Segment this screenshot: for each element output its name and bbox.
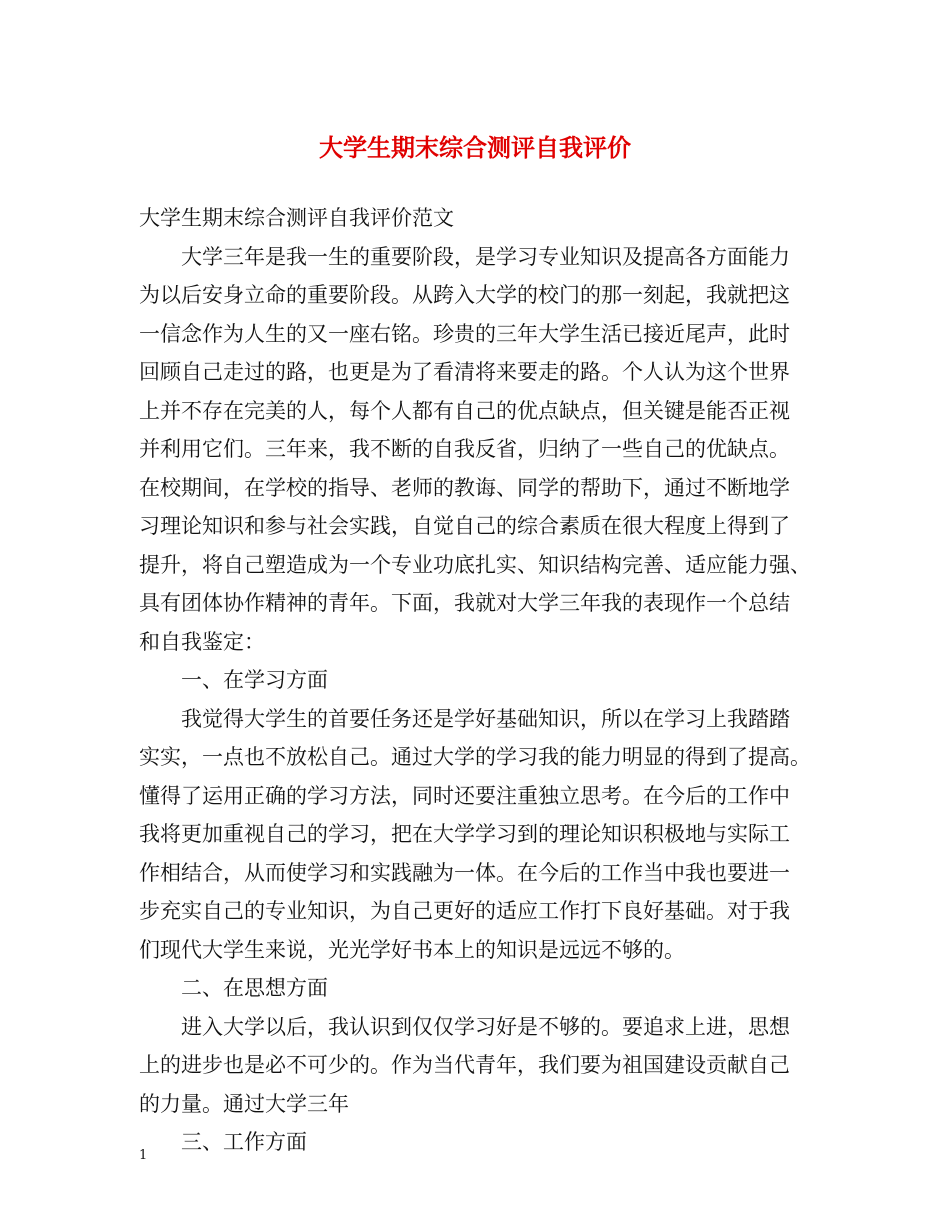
page-number: 1 [139,1148,148,1163]
text-line: 上并不存在完美的人，每个人都有自己的优点缺点，但关键是能否正视 [139,398,790,423]
text-line: 上的进步也是必不可少的。作为当代青年，我们要为祖国建设贡献自己 [139,1053,790,1077]
text-line: 大学生期末综合测评自我评价范文 [139,206,454,230]
text-line: 提升，将自己塑造成为一个专业功底扎实、知识结构完善、适应能力强、 [139,552,811,577]
text-line: 的力量。通过大学三年 [139,1091,349,1116]
text-line: 一信念作为人生的又一座右铭。珍贵的三年大学生活已接近尾声，此时 [139,321,790,346]
document-body [139,199,811,1162]
text-line: 一、在学习方面 [181,668,328,692]
text-line: 并利用它们。三年来，我不断的自我反省，归纳了一些自己的优缺点。 [139,437,790,461]
text-line: 实实，一点也不放松自己。通过大学的学习我的能力明显的得到了提高。 [139,745,811,769]
text-line: 习理论知识和参与社会实践，自觉自己的综合素质在很大程度上得到了 [139,514,790,538]
text-line: 我觉得大学生的首要任务还是学好基础知识，所以在学习上我踏踏 [181,706,790,731]
text-line: 我将更加重视自己的学习，把在大学学习到的理论知识积极地与实际工 [139,822,790,846]
text-line: 步充实自己的专业知识，为自己更好的适应工作打下良好基础。对于我 [139,899,790,923]
text-line: 懂得了运用正确的学习方法，同时还要注重独立思考。在今后的工作中 [139,783,790,808]
text-line: 具有团体协作精神的青年。下面，我就对大学三年我的表现作一个总结 [139,591,790,615]
text-line: 大学三年是我一生的重要阶段，是学习专业知识及提高各方面能力 [181,244,790,269]
text-line: 进入大学以后，我认识到仅仅学习好是不够的。要追求上进，思想 [181,1014,790,1039]
document-title: 大学生期末综合测评自我评价 [319,133,631,162]
text-line: 为以后安身立命的重要阶段。从跨入大学的校门的那一刻起，我就把这 [139,283,790,307]
text-line: 们现代大学生来说，光光学好书本上的知识是远远不够的。 [139,937,685,962]
text-line: 二、在思想方面 [181,976,328,1000]
text-line: 回顾自己走过的路，也更是为了看清将来要走的路。个人认为这个世界 [139,360,790,384]
text-line: 作相结合，从而使学习和实践融为一体。在今后的工作当中我也要进一 [139,860,790,885]
text-line: 三、工作方面 [181,1130,307,1154]
text-line: 和自我鉴定： [139,629,265,654]
text-line: 在校期间，在学校的指导、老师的教诲、同学的帮助下，通过不断地学 [139,475,790,500]
